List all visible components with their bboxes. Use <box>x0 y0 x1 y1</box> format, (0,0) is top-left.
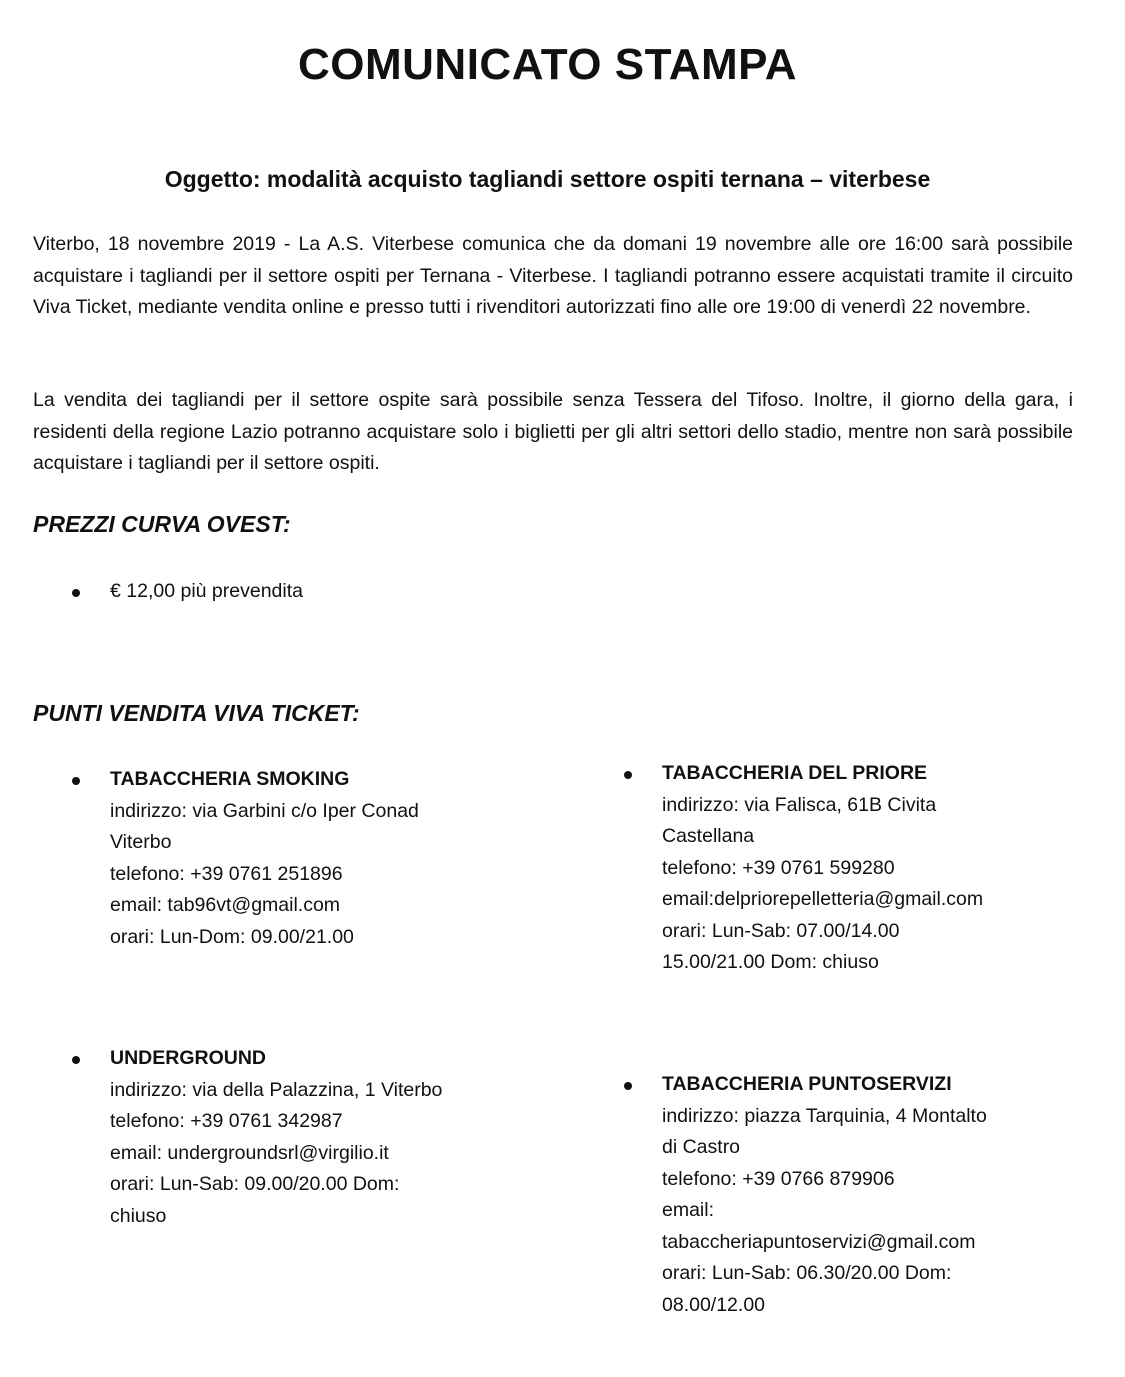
shop-hours-cont: chiuso <box>110 1204 167 1227</box>
shop-name: UNDERGROUND <box>110 1047 266 1069</box>
shop-hours: orari: Lun-Sab: 09.00/20.00 Dom: <box>110 1173 400 1195</box>
shop-tabaccheria-puntoservizi <box>662 1069 1072 1321</box>
shop-phone: telefono: +39 0766 879906 <box>662 1167 895 1190</box>
shop-hours: orari: Lun-Sab: 06.30/20.00 Dom: <box>662 1262 952 1284</box>
bullet-icon <box>72 1056 80 1064</box>
shop-underground <box>110 1043 510 1232</box>
shop-address-city: di Castro <box>662 1136 741 1158</box>
shop-hours: orari: Lun-Dom: 09.00/21.00 <box>110 925 354 948</box>
shop-email: tabaccheriapuntoservizi@gmail.com <box>662 1230 976 1253</box>
subject-heading: Oggetto: modalità acquisto tagliandi settore ospiti ternana – viterbese <box>164 166 931 192</box>
shop-tabaccheria-smoking <box>110 764 510 953</box>
shop-email: email: undergroundsrl@virgilio.it <box>110 1141 389 1164</box>
price-item: € 12,00 più prevendita <box>110 580 303 602</box>
shop-name: TABACCHERIA DEL PRIORE <box>662 762 928 784</box>
shop-tabaccheria-del-priore <box>662 758 1072 979</box>
shop-email: email:delpriorepelletteria@gmail.com <box>662 888 984 910</box>
shop-email-label: email: <box>662 1199 715 1221</box>
shop-email: email: tab96vt@gmail.com <box>110 894 341 916</box>
shop-hours: orari: Lun-Sab: 07.00/14.00 <box>662 919 900 942</box>
shop-address: indirizzo: via della Palazzina, 1 Viterbo <box>110 1078 443 1101</box>
bullet-icon <box>624 1082 632 1090</box>
bullet-icon <box>624 771 632 779</box>
intro-paragraph: Viterbo, 18 novembre 2019 - La A.S. Viterbese comunica che da domani 19 novembre alle ore 16:00 sarà possibile acquistare i tagliandi per il settore ospiti per Ternana - Viterbese. I tagliandi potranno essere acquistati tramite il circuito Viva Ticket, mediante vendita online e presso tutti i rivenditori autorizzati fino alle ore 19:00 di venerdì 22 novembre. <box>33 233 1073 318</box>
bullet-icon <box>72 777 80 785</box>
points-heading: PUNTI VENDITA VIVA TICKET: <box>33 700 360 726</box>
shop-address-city: Castellana <box>662 825 755 847</box>
shop-address: indirizzo: via Falisca, 61B Civita <box>662 793 937 816</box>
shop-phone: telefono: +39 0761 251896 <box>110 862 343 885</box>
shop-name: TABACCHERIA PUNTOSERVIZI <box>662 1073 952 1095</box>
shop-hours-cont: 15.00/21.00 Dom: chiuso <box>662 951 879 973</box>
shop-name: TABACCHERIA SMOKING <box>110 768 350 790</box>
shop-address-city: Viterbo <box>110 831 172 853</box>
bullet-icon <box>72 589 80 597</box>
shop-address: indirizzo: piazza Tarquinia, 4 Montalto <box>662 1104 987 1127</box>
shop-phone: telefono: +39 0761 342987 <box>110 1110 343 1132</box>
prices-heading: PREZZI CURVA OVEST: <box>33 511 291 537</box>
rules-paragraph: La vendita dei tagliandi per il settore ospite sarà possibile senza Tessera del Tifoso. Inoltre, il giorno della gara, i residenti della regione Lazio potranno acquistare solo i biglietti per gli altri settori dello stadio, mentre non sarà possibile acquistare i tagliandi per il settore ospiti. <box>33 389 1073 474</box>
shop-address: indirizzo: via Garbini c/o Iper Conad <box>110 799 419 822</box>
shop-phone: telefono: +39 0761 599280 <box>662 856 895 879</box>
page-title: COMUNICATO STAMPA <box>298 40 797 89</box>
shop-hours-cont: 08.00/12.00 <box>662 1293 766 1316</box>
